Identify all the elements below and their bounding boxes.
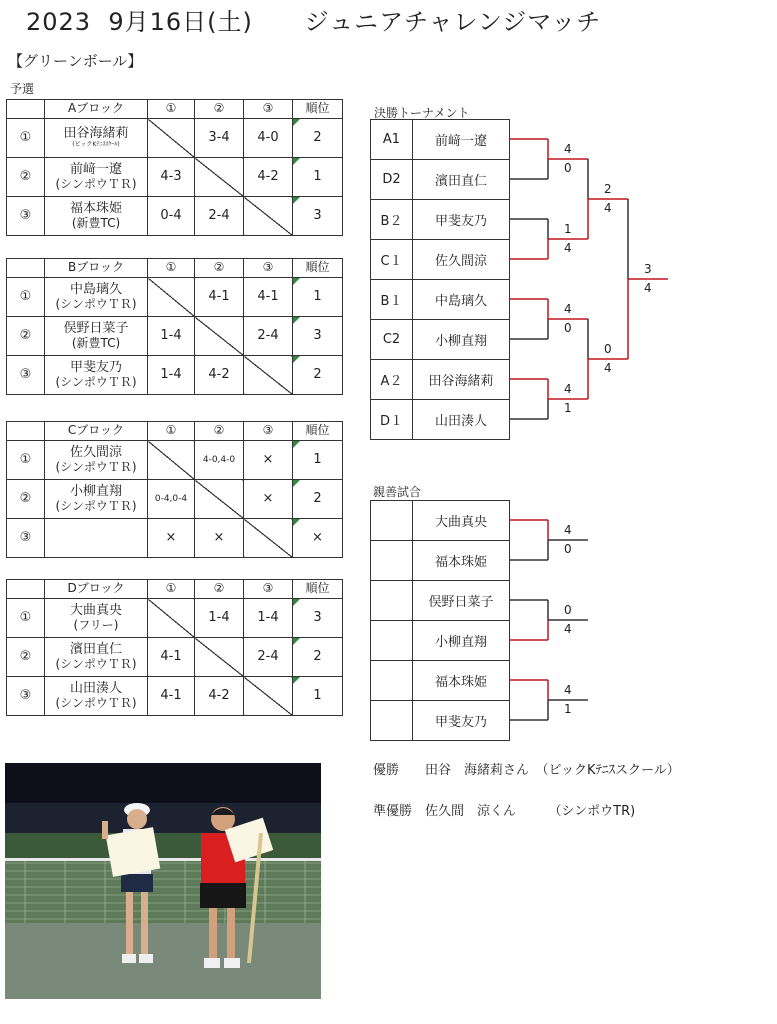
score-cell: 4-1 — [244, 278, 293, 317]
player-number: ③ — [7, 677, 45, 716]
player-club: (シンポウＴＲ) — [55, 374, 137, 389]
entry-name: 前﨑一遼 — [413, 120, 510, 160]
header-col: ③ — [244, 100, 293, 119]
category-heading: 【グリーンボール】 — [8, 52, 143, 70]
player-number: ③ — [7, 197, 45, 236]
player-club: (新豊TC) — [71, 215, 121, 230]
player-name: 小柳直翔 — [69, 483, 122, 499]
entry-name: 小柳直翔 — [413, 621, 510, 661]
player-name: 田谷海緒莉 — [63, 126, 129, 142]
score-cell: 1-4 — [195, 599, 244, 638]
match-score: 4 — [564, 142, 572, 156]
runner-up-text: 準優勝 佐久間 涼くん （シンポウTR) — [373, 804, 636, 819]
block-name: Dブロック — [45, 580, 148, 599]
match-score: 0 — [604, 342, 612, 356]
seed-label: B１ — [371, 280, 413, 320]
match-score: 0 — [564, 603, 572, 617]
score-cell: 4-3 — [148, 158, 195, 197]
entry-name: 甲斐友乃 — [413, 701, 510, 741]
player-number: ① — [7, 441, 45, 480]
match-score: 1 — [564, 401, 572, 415]
score-cell: 2-4 — [195, 197, 244, 236]
score-cell: 4-1 — [195, 278, 244, 317]
header-col: ① — [148, 100, 195, 119]
header-col: 順位 — [293, 422, 343, 441]
entry-name: 大曲真央 — [413, 501, 510, 541]
friendly-label: 親善試合 — [373, 485, 422, 499]
score-cell: 1-4 — [148, 317, 195, 356]
entry-name: 中島璃久 — [413, 280, 510, 320]
header-col: ② — [195, 580, 244, 599]
player-club: (シンポウＴＲ) — [55, 498, 137, 513]
score-cell: 4-2 — [244, 158, 293, 197]
score-cell: 4-0,4-0 — [195, 441, 244, 480]
rank-cell: × — [293, 519, 343, 558]
match-score: 0 — [564, 321, 572, 335]
match-score: 4 — [564, 382, 572, 396]
match-score: 3 — [644, 262, 652, 276]
winner-text: 優勝 田谷 海緒莉さん （ビックKﾃﾆｽスクール） — [373, 763, 680, 778]
entry-name: 田谷海緒莉 — [413, 360, 510, 400]
score-cell: 4-2 — [195, 677, 244, 716]
match-score: 0 — [564, 542, 572, 556]
score-cell: × — [195, 519, 244, 558]
rank-cell: 3 — [293, 599, 343, 638]
player-number: ② — [7, 480, 45, 519]
player-name: 甲斐友乃 — [69, 359, 122, 375]
match-score: 4 — [564, 241, 572, 255]
rank-cell: 3 — [293, 197, 343, 236]
header-col: ③ — [244, 259, 293, 278]
player-number: ③ — [7, 356, 45, 395]
score-cell: 2-4 — [244, 317, 293, 356]
player-name: 大曲真央 — [69, 602, 122, 618]
player-name: 福本珠姫 — [69, 200, 122, 216]
header-col: 順位 — [293, 259, 343, 278]
player-club: (シンポウＴＲ) — [55, 695, 137, 710]
entry-name: 福本珠姫 — [413, 661, 510, 701]
award-photo — [5, 763, 321, 999]
player-name: 中島璃久 — [69, 281, 122, 297]
score-cell: 1-4 — [148, 356, 195, 395]
player-number: ② — [7, 317, 45, 356]
header-col: ① — [148, 580, 195, 599]
block-name: Bブロック — [45, 259, 148, 278]
match-score: 4 — [564, 683, 572, 697]
score-cell: 4-1 — [148, 638, 195, 677]
bracket-label: 決勝トーナメント — [374, 106, 470, 120]
match-score: 2 — [604, 182, 612, 196]
rank-cell: 1 — [293, 278, 343, 317]
header-col: ① — [148, 259, 195, 278]
score-cell: 2-4 — [244, 638, 293, 677]
player-name: 前﨑一遼 — [69, 161, 122, 177]
seed-label: B２ — [371, 200, 413, 240]
seed-label: D2 — [371, 160, 413, 200]
player-number: ① — [7, 599, 45, 638]
player-club: (ビックKﾃﾆｽｽｸｰﾙ) — [72, 141, 120, 149]
match-score: 1 — [564, 222, 572, 236]
player-name: 山田湊人 — [69, 680, 122, 696]
score-cell: × — [244, 441, 293, 480]
match-score: 0 — [564, 161, 572, 175]
prelim-label: 予選 — [10, 82, 35, 96]
score-cell: 4-1 — [148, 677, 195, 716]
page-title: 2023 9月16日(土) ジュニアチャレンジマッチ — [26, 8, 602, 36]
header-col: 順位 — [293, 580, 343, 599]
rank-cell: 1 — [293, 441, 343, 480]
block-name: Cブロック — [45, 422, 148, 441]
entry-name: 佐久間涼 — [413, 240, 510, 280]
entry-name: 俣野日菜子 — [413, 581, 510, 621]
player-name: 俣野日菜子 — [63, 320, 129, 336]
seed-label: C2 — [371, 320, 413, 360]
header-col: 順位 — [293, 100, 343, 119]
match-score: 4 — [644, 281, 652, 295]
player-club: (シンポウＴＲ) — [55, 176, 137, 191]
score-cell: 1-4 — [244, 599, 293, 638]
player-number: ③ — [7, 519, 45, 558]
rank-cell: 1 — [293, 677, 343, 716]
score-cell: 0-4,0-4 — [148, 480, 195, 519]
player-number: ② — [7, 158, 45, 197]
entry-name: 福本珠姫 — [413, 541, 510, 581]
header-col: ① — [148, 422, 195, 441]
entry-name: 甲斐友乃 — [413, 200, 510, 240]
rank-cell: 3 — [293, 317, 343, 356]
header-col: ③ — [244, 422, 293, 441]
match-score: 4 — [604, 361, 612, 375]
seed-label: A２ — [371, 360, 413, 400]
match-score: 4 — [564, 302, 572, 316]
player-name: 佐久間涼 — [69, 444, 122, 460]
header-col: ② — [195, 259, 244, 278]
header-col: ③ — [244, 580, 293, 599]
header-col: ② — [195, 100, 244, 119]
entry-name: 小柳直翔 — [413, 320, 510, 360]
rank-cell: 2 — [293, 356, 343, 395]
player-club: (シンポウＴＲ) — [55, 656, 137, 671]
header-col: ② — [195, 422, 244, 441]
score-cell: 3-4 — [195, 119, 244, 158]
player-name: 濱田直仁 — [69, 641, 122, 657]
player-number: ② — [7, 638, 45, 677]
block-name: Aブロック — [45, 100, 148, 119]
match-score: 4 — [564, 523, 572, 537]
score-cell: × — [244, 480, 293, 519]
match-score: 4 — [564, 622, 572, 636]
rank-cell: 2 — [293, 480, 343, 519]
match-score: 1 — [564, 702, 572, 716]
entry-name: 山田湊人 — [413, 400, 510, 440]
score-cell: × — [148, 519, 195, 558]
entry-name: 濱田直仁 — [413, 160, 510, 200]
score-cell: 4-0 — [244, 119, 293, 158]
rank-cell: 2 — [293, 638, 343, 677]
player-number: ① — [7, 278, 45, 317]
score-cell: 0-4 — [148, 197, 195, 236]
player-club: (新豊TC) — [71, 335, 121, 350]
player-club: (フリー) — [73, 617, 119, 632]
player-club: (シンポウＴＲ) — [55, 459, 137, 474]
seed-label: A1 — [371, 120, 413, 160]
seed-label: C１ — [371, 240, 413, 280]
player-club: (シンポウＴＲ) — [55, 296, 137, 311]
seed-label: D１ — [371, 400, 413, 440]
rank-cell: 2 — [293, 119, 343, 158]
rank-cell: 1 — [293, 158, 343, 197]
match-score: 4 — [604, 201, 612, 215]
player-number: ① — [7, 119, 45, 158]
score-cell: 4-2 — [195, 356, 244, 395]
results-section — [373, 764, 680, 846]
